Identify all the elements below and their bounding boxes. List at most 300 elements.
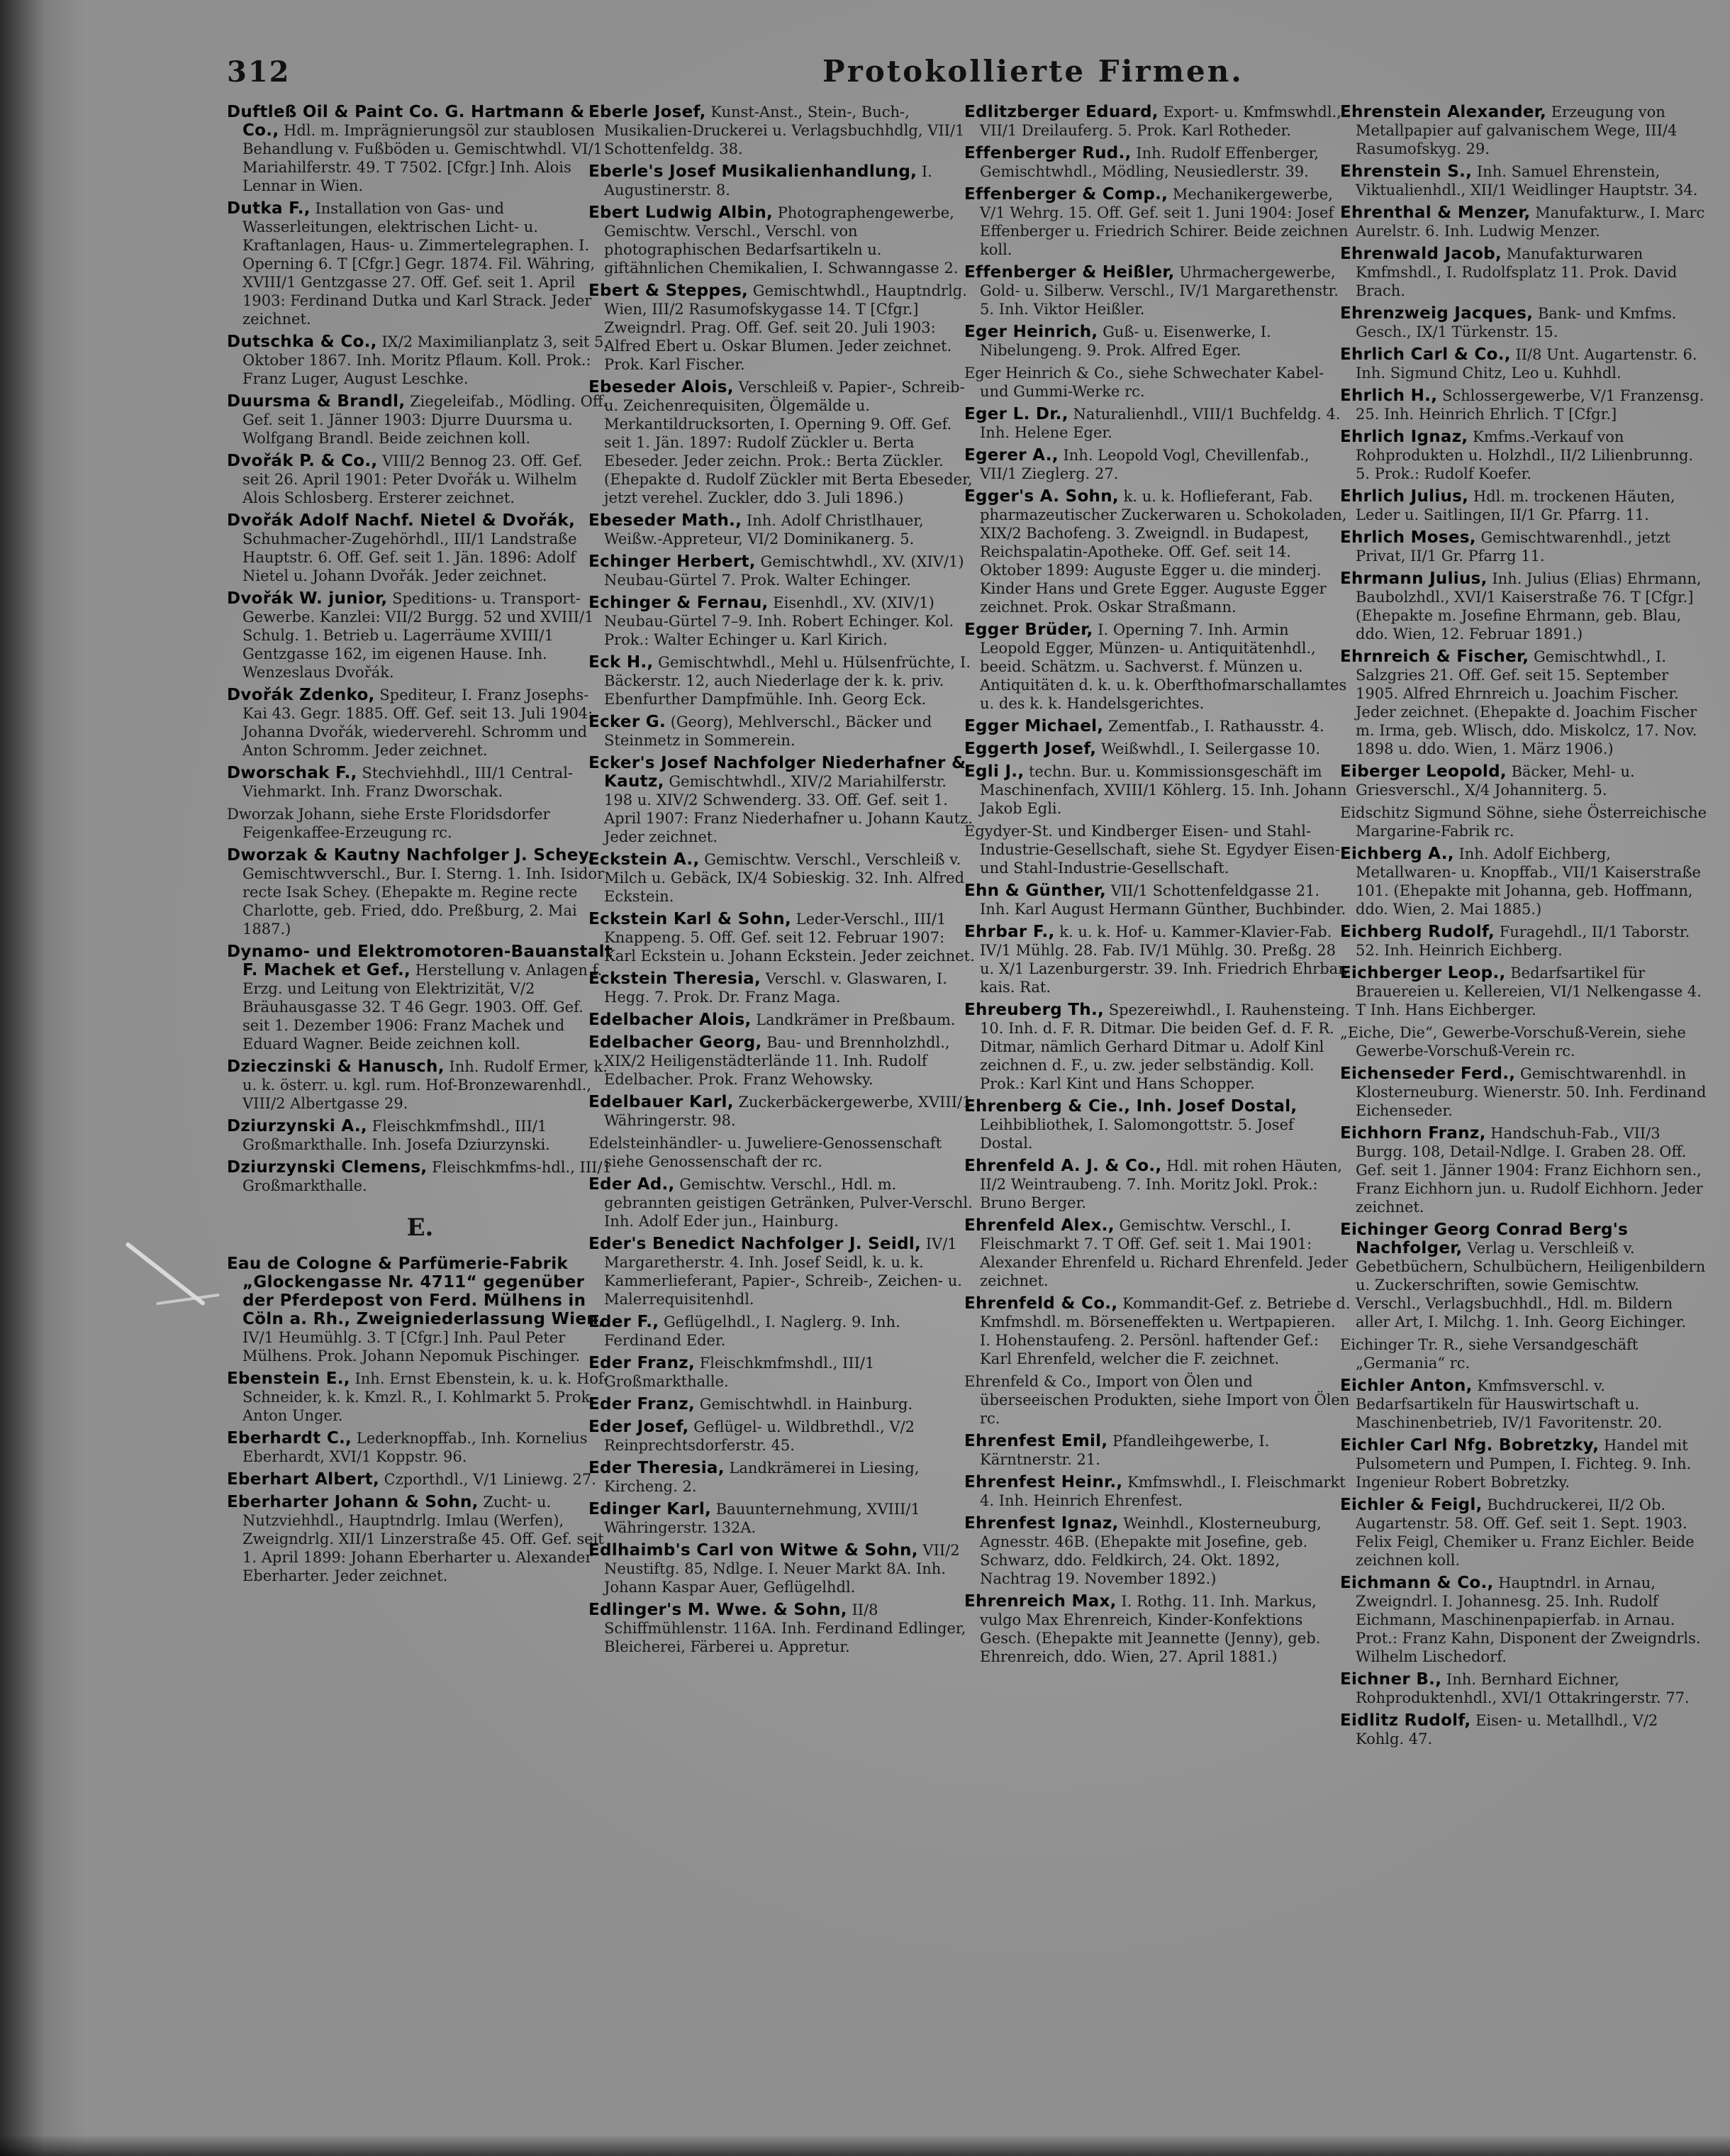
firm-name: Eberhardt C.,: [227, 1429, 352, 1447]
firm-name: Eidlitz Rudolf,: [1340, 1711, 1471, 1730]
directory-entry: [588, 378, 975, 507]
directory-entry: [588, 850, 975, 906]
firm-name: Ehrenfeld A. J. & Co.,: [964, 1157, 1162, 1175]
directory-entry: [964, 1473, 1351, 1510]
directory-entry: [227, 805, 613, 842]
firm-details: II/8 Unt. Augartenstr. 6. Inh. Sigmund Chitz, Leo u. Kuhhdl.: [1356, 346, 1697, 382]
directory-entry: [227, 452, 613, 507]
firm-details: Landkrämer in Preßbaum.: [756, 1011, 956, 1028]
scan-scratch-mark: [156, 1294, 220, 1305]
directory-entry: [1340, 762, 1709, 799]
firm-details: Manufakturw., I. Marc Aurelstr. 6. Inh. Ludwig Menzer.: [1356, 204, 1705, 240]
firm-name: Ehrbar F.,: [964, 923, 1055, 941]
firm-details: Gemischtwverschl., Bur. I. Sterng. 1. Inh. Isidor recte Isak Schey. (Ehepakte m. Regine recte Charlotte, geb. Fried, ddo. Preßburg, 2. Mai 1887.): [242, 865, 605, 938]
firm-name: Eder Franz,: [588, 1354, 696, 1372]
firm-details: Gemischtwarenhdl. in Klosterneuburg. Wienerstr. 50. Inh. Ferdinand Eichenseder.: [1356, 1065, 1707, 1119]
directory-entry: [964, 822, 1351, 877]
firm-details: I. Augustinerstr. 8.: [604, 163, 932, 199]
directory-entry: [227, 846, 613, 938]
firm-name: Eichner B.,: [1340, 1670, 1442, 1689]
firm-details: „Eiche, Die“, Gewerbe-Vorschuß-Verein, siehe Gewerbe-Vorschuß-Verein rc.: [1340, 1024, 1686, 1060]
firm-details: Eichinger Tr. R., siehe Versandgeschäft „Germania“ rc.: [1340, 1336, 1639, 1372]
directory-column-2: [588, 103, 975, 2131]
firm-name: Ecker G.: [588, 713, 666, 731]
firm-details: Kunst-Anst., Stein-, Buch-, Musikalien-Druckerei u. Verlagsbuchhdlg, VII/1 Schottenfeldg. 38.: [604, 104, 965, 157]
directory-entry: [964, 621, 1351, 713]
directory-entry: [588, 1500, 975, 1537]
firm-name: Eberhart Albert,: [227, 1470, 379, 1489]
firm-details: Kommandit-Gef. z. Betriebe d. Kmfmshdl. m. Börseneffekten u. Wertpapieren. I. Hohenstaufeng. 2. Persönl. haftender Gef.: Karl Ehrenfeld, welcher die F. zeichnet.: [980, 1295, 1351, 1367]
firm-details: Guß- u. Eisenwerke, I. Nibelungeng. 9. Prok. Alfred Eger.: [980, 323, 1271, 359]
firm-details: IV/1 Margaretherstr. 4. Inh. Josef Seidl, k. u. k. Kammerlieferant, Papier-, Schreib-, Zeichen- u. Malerrequisitenhdl.: [604, 1235, 962, 1308]
firm-name: Eger Heinrich,: [964, 323, 1098, 341]
directory-entry: [588, 1354, 975, 1391]
firm-name: Ehrmann Julius,: [1340, 569, 1488, 588]
page-bottom-shadow: [0, 2135, 1730, 2156]
firm-details: Hdl. m. Imprägnierungsöl zur staublosen Behandlung v. Fußböden u. Gemischtwhdl. VI/1 Mariahilferstr. 49. T 7502. [Cfgr.] Inh. Alois Lennar in Wien.: [242, 122, 603, 194]
firm-name: Eau de Cologne & Parfümerie-Fabrik „Glockengasse Nr. 4711“ gegenüber der Pferdepost von Ferd. Mülhens in Cöln a. Rh., Zweigniederlassung Wien,: [227, 1255, 605, 1328]
firm-details: Erzeugung von Metallpapier auf galvanischem Wege, III/4 Rasumofskyg. 29.: [1356, 104, 1678, 157]
firm-name: Duftleß Oil & Paint Co. G. Hartmann & Co.,: [227, 103, 585, 140]
page-title: Protokollierte Firmen.: [822, 54, 1244, 89]
directory-entry: [588, 1313, 975, 1350]
directory-entry: [227, 1429, 613, 1466]
firm-details: Gemischtwhdl. in Hainburg.: [699, 1396, 913, 1413]
directory-entry: [227, 392, 613, 448]
directory-entry: [964, 1097, 1351, 1152]
directory-entry: [588, 282, 975, 374]
firm-name: Ehreuberg Th.,: [964, 1001, 1105, 1019]
firm-details: Eger Heinrich & Co., siehe Schwechater Kabel- und Gummi-Werke rc.: [964, 365, 1324, 400]
firm-details: VIII/2 Bennog 23. Off. Gef. seit 26. April 1901: Peter Dvořák u. Wilhelm Alois Schlosberg. Ersterer zeichnet.: [242, 452, 583, 506]
firm-name: Duursma & Brandl,: [227, 392, 406, 411]
directory-entry: [227, 1117, 613, 1154]
firm-details: VII/1 Schottenfeldgasse 21. Inh. Karl August Hermann Günther, Buchbinder.: [980, 882, 1346, 918]
firm-details: Photographengewerbe, Gemischtw. Verschl., Verschl. von photographischen Bedarfsartikeln u. giftähnlichen Chemikalien, I. Schwanngasse 2.: [604, 204, 959, 277]
firm-name: Eichler & Feigl,: [1340, 1496, 1483, 1514]
firm-name: Eichmann & Co.,: [1340, 1574, 1494, 1592]
firm-name: Ehrnreich & Fischer,: [1340, 648, 1529, 666]
firm-details: VII/2 Neustiftg. 85, Ndlge. I. Neuer Markt 8A. Inh. Johann Kaspar Auer, Geflügelhdl.: [604, 1542, 960, 1596]
directory-entry: [588, 1459, 975, 1496]
directory-entry: [964, 103, 1351, 140]
page-header: [227, 50, 1244, 99]
directory-entry: [1340, 1124, 1709, 1216]
firm-name: Ehrenfeld Alex.,: [964, 1216, 1115, 1235]
directory-entry: [588, 1601, 975, 1656]
directory-entry: [1340, 1711, 1709, 1748]
directory-entry: [964, 1157, 1351, 1212]
directory-entry: [964, 144, 1351, 181]
firm-details: Bäcker, Mehl- u. Griesverschl., X/4 Johanniterg. 5.: [1356, 763, 1635, 799]
firm-details: Inh. Julius (Elias) Ehrmann, Baubolzhdl., XVI/1 Kaiserstraße 76. T [Cfgr.] (Ehepakte m. Josefine Ehrmann, geb. Blau, ddo. Wien, 12. Februar 1891.): [1356, 570, 1702, 643]
directory-entry: [588, 162, 975, 199]
firm-name: Ebeseder Math.,: [588, 511, 742, 530]
firm-name: Ehrenstein S.,: [1340, 162, 1473, 181]
firm-details: Bauunternehmung, XVIII/1 Währingerstr. 132A.: [604, 1501, 920, 1536]
directory-entry: [227, 1158, 613, 1195]
directory-entry: [227, 103, 613, 195]
firm-details: Verschl. v. Glaswaren, I. Hegg. 7. Prok. Dr. Franz Maga.: [604, 970, 947, 1006]
directory-entry: [964, 185, 1351, 259]
directory-entry: [1340, 1377, 1709, 1432]
firm-name: Ehrenwald Jacob,: [1340, 245, 1502, 263]
firm-details: Leihbibliothek, I. Salomongottstr. 5. Josef Dostal.: [980, 1116, 1294, 1152]
firm-name: Ecker's Josef Nachfolger Niederhafner & Kautz,: [588, 754, 966, 791]
firm-details: Fleischkmfmshdl., III/1 Großmarkthalle.: [604, 1355, 875, 1390]
firm-details: Kmfmswhdl., I. Fleischmarkt 4. Inh. Heinrich Ehrenfest.: [980, 1474, 1346, 1509]
firm-name: Echinger Herbert,: [588, 552, 756, 571]
firm-name: Egger Brüder,: [964, 621, 1093, 639]
directory-entry: [1340, 1335, 1709, 1372]
firm-name: Ehrlich Moses,: [1340, 528, 1476, 547]
firm-name: Effenberger & Comp.,: [964, 185, 1168, 204]
directory-column-3: [964, 103, 1351, 2131]
firm-name: Eichhorn Franz,: [1340, 1124, 1486, 1143]
firm-details: Furagehdl., II/1 Taborstr. 52. Inh. Heinrich Eichberg.: [1356, 923, 1690, 959]
directory-entry: [1340, 1065, 1709, 1120]
directory-entry: [227, 943, 613, 1053]
firm-name: Ehrenstein Alexander,: [1340, 103, 1547, 121]
firm-name: Dvořák Adolf Nachf. Nietel & Dvořák,: [227, 511, 576, 530]
directory-entry: [964, 1216, 1351, 1290]
directory-entry: [964, 740, 1351, 758]
firm-details: Buchdruckerei, II/2 Ob. Augartenstr. 58. Off. Gef. seit 1. Sept. 1903. Felix Feigl, Chemiker u. Franz Eichler. Beide zeichnen koll.: [1356, 1496, 1695, 1569]
firm-details: Gemischtw. Verschl., Hdl. m. gebrannten geistigen Getränken, Pulver-Verschl. Inh. Adolf Eder jun., Hainburg.: [604, 1176, 973, 1230]
directory-entry: [1340, 162, 1709, 199]
firm-details: Handel mit Pulsometern und Pumpen, I. Fichteg. 9. Inh. Ingenieur Robert Bobretzky.: [1356, 1437, 1692, 1491]
firm-details: Gemischtwhdl., Hauptndrlg. Wien, III/2 Rasumofskygasse 14. T [Cfgr.] Zweigndrl. Prag. Off. Gef. seit 20. Juli 1903: Alfred Ebert u. Oskar Blumen. Jeder zeichnet. Prok. Karl Fischer.: [604, 282, 967, 373]
directory-entry: [1340, 487, 1709, 524]
directory-entry: [227, 1493, 613, 1585]
firm-details: Leder-Verschl., III/1 Knappeng. 5. Off. Gef. seit 12. Februar 1907: Karl Eckstein u. Johann Eckstein. Jeder zeichnet.: [604, 911, 975, 965]
directory-entry: [964, 487, 1351, 616]
firm-details: Export- u. Kmfmswhdl., VII/1 Dreilauferg. 5. Prok. Karl Rotheder.: [980, 104, 1341, 139]
firm-name: Dynamo- und Elektromotoren-Bauanstalt F. Machek et Gef.,: [227, 943, 613, 979]
directory-entry: [227, 1369, 613, 1425]
directory-entry: [964, 1592, 1351, 1666]
firm-name: Ehrlich Julius,: [1340, 487, 1469, 506]
directory-entry: [227, 511, 613, 585]
firm-name: Ebert Ludwig Albin,: [588, 204, 774, 222]
firm-details: Gemischtwarenhdl., jetzt Privat, II/1 Gr. Pfarrg 11.: [1356, 529, 1670, 565]
firm-details: Kmfms.-Verkauf von Rohprodukten u. Holzhdl., II/2 Lilienbrunng. 5. Prok.: Rudolf Koefer.: [1356, 428, 1694, 482]
directory-entry: [1340, 103, 1709, 158]
directory-entry: [588, 1175, 975, 1230]
firm-details: k. u. k. Hof- u. Kammer-Klavier-Fab. IV/1 Mühlg. 28. Fab. IV/1 Mühlg. 30. Preßg. 28 u. X/1 Lazenburgerstr. 39. Inh. Friedrich Ehrbar, kais. Rat.: [980, 923, 1349, 996]
directory-entry: [588, 1011, 975, 1029]
directory-entry: [964, 323, 1351, 360]
firm-name: Eichberger Leop.,: [1340, 964, 1506, 982]
firm-details: Gemischtwhdl., Mehl u. Hülsenfrüchte, I. Bäckerstr. 12, auch Niederlage der k. k. priv. Ebenfurther Dampfmühle. Inh. Georg Eck.: [604, 654, 971, 708]
directory-entry: [1340, 304, 1709, 341]
firm-name: Ehrenfest Ignaz,: [964, 1514, 1119, 1533]
directory-entry: [964, 446, 1351, 483]
firm-details: Eidschitz Sigmund Söhne, siehe Österreichische Margarine-Fabrik rc.: [1340, 804, 1707, 840]
directory-entry: [1340, 204, 1709, 240]
firm-name: Dzieczinski & Hanusch,: [227, 1057, 445, 1076]
firm-details: Landkrämerei in Liesing, Kircheng. 2.: [604, 1460, 920, 1495]
firm-details: Gemischtwhdl., I. Salzgries 21. Off. Gef. seit 15. September 1905. Alfred Ehrnreich u. Joachim Fischer. Jeder zeichnet. (Ehepakte d. Joachim Fischer m. Irma, geb. Wlisch, ddo. Miskolcz, 17. Nov. 1898 u. ddo. Wien, 1. März 1906.): [1356, 648, 1697, 757]
directory-entry: [964, 1001, 1351, 1093]
firm-details: Gemischtwhdl., XIV/2 Mariahilferstr. 198 u. XIV/2 Schwenderg. 33. Off. Gef. seit 1. April 1907: Franz Niederhafner u. Johann Kautz. Jeder zeichnet.: [604, 773, 973, 845]
firm-name: Ebenstein E.,: [227, 1369, 350, 1388]
directory-entry: [1340, 245, 1709, 300]
firm-details: (Georg), Mehlverschl., Bäcker und Steinmetz in Sommerein.: [604, 713, 932, 749]
firm-details: Spezereiwhdl., I. Rauhensteing. 10. Inh. d. F. R. Ditmar. Die beiden Gef. d. F. R. Ditmar, nämlich Gerhard Ditmar u. Adolf Kinl zeichnen d. F., u. zw. jeder selbständig. Koll. Prok.: Karl Kint und Hans Schopper.: [980, 1001, 1350, 1092]
directory-entry: [1340, 345, 1709, 382]
firm-details: Hdl. m. trockenen Häuten, Leder u. Saitlingen, II/1 Gr. Pfarrg. 11.: [1356, 488, 1675, 523]
firm-details: Handschuh-Fab., VII/3 Burgg. 108, Detail-Ndlge. I. Graben 28. Off. Gef. seit 1. Jänner 1904: Franz Eichhorn sen., Franz Eichhorn jun. u. Rudolf Eichhorn. Jeder zeichnet.: [1356, 1125, 1703, 1216]
firm-details: Gemischtw. Verschl., I. Fleischmarkt 7. T Off. Gef. seit 1. Mai 1901: Alexander Ehrenfeld u. Richard Ehrenfeld. Jeder zeichnet.: [980, 1217, 1349, 1289]
firm-details: Inh. Samuel Ehrenstein, Viktualienhdl., XII/1 Weidlinger Hauptstr. 34.: [1356, 163, 1698, 199]
firm-name: Effenberger Rud.,: [964, 144, 1132, 162]
firm-details: Fleischkmfmshdl., III/1 Großmarkthalle. Inh. Josefa Dziurzynski.: [242, 1118, 550, 1153]
firm-details: Installation von Gas- und Wasserleitungen, elektrischen Licht- u. Kraftanlagen, Haus- u. Zimmertelegraphen. I. Operning 6. T [Cfgr.] Gegr. 1874. Fil. Währing, XVIII/1 Gentzgasse 27. Off. Gef. seit 1. April 1903: Ferdinand Dutka und Karl Strack. Jeder zeichnet.: [242, 200, 596, 328]
directory-entry: [964, 762, 1351, 818]
firm-name: Eckstein Karl & Sohn,: [588, 910, 791, 928]
firm-details: IV/1 Heumühlg. 3. T [Cfgr.] Inh. Paul Peter Mülhens. Prok. Johann Nepomuk Pischinger.: [242, 1329, 581, 1365]
firm-details: Lederknopffab., Inh. Kornelius Eberhardt, XVI/1 Koppstr. 96.: [242, 1430, 588, 1465]
directory-entry: [964, 882, 1351, 918]
directory-entry: [227, 589, 613, 682]
directory-entry: [1340, 387, 1709, 423]
firm-details: Egydyer-St. und Kindberger Eisen- und Stahl-Industrie-Gesellschaft, siehe St. Egydyer Eisen- und Stahl-Industrie-Gesellschaft.: [964, 823, 1340, 877]
firm-name: Eberle's Josef Musikalienhandlung,: [588, 162, 917, 181]
directory-column-1: [227, 103, 613, 2131]
firm-name: Ehrenzweig Jacques,: [1340, 304, 1534, 323]
directory-entry: [588, 713, 975, 750]
firm-details: Bedarfsartikel für Brauereien u. Kellereien, VI/1 Nelkengasse 4. T Inh. Hans Eichberger.: [1356, 965, 1702, 1018]
directory-entry: [588, 511, 975, 548]
firm-name: Ehrenfeld & Co.,: [964, 1294, 1118, 1313]
directory-entry: [1340, 569, 1709, 643]
firm-details: Kmfmsverschl. v. Bedarfsartikeln für Hauswirtschaft u. Maschinenbetrieb, IV/1 Favoritenstr. 20.: [1356, 1377, 1663, 1431]
firm-details: Edelsteinhändler- u. Juweliere-Genossenschaft siehe Genossenschaft der rc.: [588, 1135, 942, 1170]
directory-entry: [588, 653, 975, 709]
firm-details: Schuhmacher-Zugehörhdl., III/1 Landstraße Hauptstr. 6. Off. Gef. seit 1. Jän. 1896: Adolf Nietel u. Johann Dvořák. Jeder zeichnet.: [242, 530, 577, 584]
directory-entry: [1340, 1023, 1709, 1060]
firm-name: Eder Ad.,: [588, 1175, 675, 1194]
directory-entry: [588, 910, 975, 965]
firm-details: Inh. Ernst Ebenstein, k. u. k. Hof-Schneider, k. k. Kmzl. R., I. Kohlmarkt 5. Prok. Anton Unger.: [242, 1370, 609, 1424]
firm-name: Eichinger Georg Conrad Berg's Nachfolger,: [1340, 1221, 1629, 1257]
firm-name: Dvořák P. & Co.,: [227, 452, 378, 470]
firm-details: II/8 Schiffmühlenstr. 116A. Inh. Ferdinand Edlinger, Bleicherei, Färberei u. Appretur.: [604, 1601, 966, 1655]
firm-details: I. Operning 7. Inh. Armin Leopold Egger, Münzen- u. Antiquitätenhdl., beeid. Schätzm. u. Sachverst. f. Münzen u. Antiquitäten d. k. u. k. Oberfthofmarschallamtes u. des k. k. Handelsgerichtes.: [980, 621, 1347, 712]
directory-entry: [964, 364, 1351, 401]
firm-name: Edelbauer Karl,: [588, 1093, 734, 1111]
firm-name: Egli J.,: [964, 762, 1025, 781]
firm-name: Ehn & Günther,: [964, 882, 1107, 900]
firm-name: Dziurzynski Clemens,: [227, 1158, 428, 1177]
firm-details: Czporthdl., V/1 Liniewg. 27.: [384, 1471, 596, 1488]
firm-details: I. Rothg. 11. Inh. Markus, vulgo Max Ehrenreich, Kinder-Konfektions Gesch. (Ehepakte mit Jeannette (Jenny), geb. Ehrenreich, ddo. Wien, 27. April 1881.): [980, 1593, 1321, 1665]
firm-name: Ehrenreich Max,: [964, 1592, 1117, 1611]
directory-entry: [588, 552, 975, 589]
firm-details: Dworzak Johann, siehe Erste Floridsdorfer Feigenkaffee-Erzeugung rc.: [227, 806, 550, 841]
firm-details: Mechanikergewerbe, V/1 Wehrg. 15. Off. Gef. seit 1. Juni 1904: Josef Effenberger u. Friedrich Schirer. Beide zeichnen koll.: [980, 186, 1349, 258]
firm-name: Ehrenfest Emil,: [964, 1432, 1108, 1450]
firm-details: Naturalienhdl., VIII/1 Buchfeldg. 4. Inh. Helene Eger.: [980, 406, 1341, 441]
firm-name: Eichler Carl Nfg. Bobretzky,: [1340, 1436, 1600, 1455]
firm-name: Eder Franz,: [588, 1395, 696, 1413]
firm-name: Eder Theresia,: [588, 1459, 725, 1477]
firm-details: Inh. Adolf Eichberg, Metallwaren- u. Knopffab., VII/1 Kaiserstraße 101. (Ehepakte mit Johanna, geb. Hoffmann, ddo. Wien, 2. Mai 1885.): [1356, 845, 1701, 918]
directory-entry: [588, 204, 975, 277]
firm-name: Eberle Josef,: [588, 103, 706, 121]
firm-details: Pfandleihgewerbe, I. Kärntnerstr. 21.: [980, 1433, 1270, 1468]
directory-entry: [588, 1541, 975, 1596]
firm-name: Egerer A.,: [964, 446, 1059, 465]
firm-details: techn. Bur. u. Kommissionsgeschäft im Maschinenfach, XVIII/1 Köhlerg. 15. Inh. Johann Jakob Egli.: [980, 763, 1347, 817]
firm-name: Dworzak & Kautny Nachfolger J. Schey,: [227, 846, 595, 865]
directory-entry: [964, 1432, 1351, 1469]
firm-details: Verlag u. Verschleiß v. Gebetbüchern, Schulbüchern, Heiligenbildern u. Zuckerschriften, sowie Gemischtw. Verschl., Verlagsbuchhdl., Hdl. m. Bildern aller Art, I. Milchg. 1. Inh. Georg Eichinger.: [1356, 1240, 1706, 1330]
firm-name: Eichberg Rudolf,: [1340, 923, 1495, 941]
directory-entry: [1340, 1496, 1709, 1569]
firm-details: Geflügelhdl., I. Naglerg. 9. Inh. Ferdinand Eder.: [604, 1313, 900, 1349]
firm-details: Eisenhdl., XV. (XIV/1) Neubau-Gürtel 7–9. Inh. Robert Echinger. Kol. Prok.: Walter Echinger u. Karl Kirich.: [604, 594, 954, 648]
directory-entry: [588, 103, 975, 158]
directory-entry: [227, 686, 613, 760]
firm-details: Inh. Rudolf Ermer, k. u. k. österr. u. kgl. rum. Hof-Bronzewarenhdl., VIII/2 Albertgasse 29.: [242, 1058, 608, 1112]
firm-name: Echinger & Fernau,: [588, 594, 769, 612]
firm-name: Dziurzynski A.,: [227, 1117, 367, 1135]
directory-entry: [588, 1033, 975, 1089]
firm-name: Eck H.,: [588, 653, 654, 672]
directory-entry: [1340, 1670, 1709, 1707]
firm-name: Eckstein Theresia,: [588, 969, 761, 988]
firm-details: Ziegeleifab., Mödling. Off. Gef. seit 1. Jänner 1903: Djurre Duursma u. Wolfgang Brandl. Beide zeichnen koll.: [242, 393, 608, 447]
directory-entry: [1340, 964, 1709, 1019]
firm-name: Ebeseder Alois,: [588, 378, 734, 396]
firm-details: Verschleiß v. Papier-, Schreib- u. Zeichenrequisiten, Ölgemälde u. Merkantildrucksorten, I. Operning 9. Off. Gef. seit 1. Jän. 1897: Rudolf Zückler u. Berta Ebeseder. Jeder zeichn. Prok.: Berta Zückler. (Ehepakte d. Rudolf Zückler mit Berta Ebeseder, jetzt verehel. Zuckler, ddo 3. Juli 1896.): [604, 379, 973, 506]
directory-entry: [588, 1235, 975, 1308]
directory-entry: [588, 1134, 975, 1171]
firm-name: Eder F.,: [588, 1313, 659, 1331]
directory-column-4: [1340, 103, 1709, 2131]
firm-details: IX/2 Maximilianplatz 3, seit 5. Oktober 1867. Inh. Moritz Pflaum. Koll. Prok.: Franz Luger, August Leschke.: [242, 333, 609, 387]
directory-entry: [964, 1294, 1351, 1368]
firm-details: Hauptndrl. in Arnau, Zweigndrl. I. Johannesg. 25. Inh. Rudolf Eichmann, Maschinenpapierfab. in Arnau. Prot.: Franz Kahn, Disponent der Zweigndrls. Wilhelm Lischedorf.: [1356, 1574, 1701, 1665]
firm-name: Ehrenberg & Cie., Inh. Josef Dostal,: [964, 1097, 1298, 1116]
firm-name: Edlhaimb's Carl von Witwe & Sohn,: [588, 1541, 918, 1560]
directory-entry: [964, 923, 1351, 996]
directory-entry: [227, 1255, 613, 1365]
firm-name: Edelbacher Georg,: [588, 1033, 762, 1052]
firm-name: Eiberger Leopold,: [1340, 762, 1507, 781]
firm-name: Egger's A. Sohn,: [964, 487, 1119, 506]
firm-details: Inh. Rudolf Effenberger, Gemischtwhdl., Mödling, Neusiedlerstr. 39.: [980, 145, 1319, 180]
firm-details: Inh. Bernhard Eichner, Rohproduktenhdl., XVI/1 Ottakringerstr. 77.: [1356, 1671, 1690, 1706]
firm-name: Eger L. Dr.,: [964, 405, 1068, 423]
directory-entry: [1340, 1221, 1709, 1331]
directory-entry: [964, 263, 1351, 318]
firm-name: Ehrenthal & Menzer,: [1340, 204, 1531, 222]
directory-entry: [227, 764, 613, 801]
firm-name: Egger Michael,: [964, 717, 1104, 735]
firm-name: Edlitzberger Eduard,: [964, 103, 1159, 121]
firm-name: Ehrlich H.,: [1340, 387, 1438, 405]
firm-details: Manufakturwaren Kmfmshdl., I. Rudolfsplatz 11. Prok. David Brach.: [1356, 245, 1678, 299]
firm-name: Ehrlich Carl & Co.,: [1340, 345, 1511, 364]
directory-entry: [1340, 923, 1709, 960]
firm-name: Eder's Benedict Nachfolger J. Seidl,: [588, 1235, 922, 1253]
directory-entry: [227, 199, 613, 328]
firm-name: Effenberger & Heißler,: [964, 263, 1175, 282]
firm-name: Dworschak F.,: [227, 764, 357, 782]
firm-details: Zementfab., I. Rathausstr. 4.: [1108, 718, 1324, 735]
firm-name: Ehrlich Ignaz,: [1340, 428, 1468, 446]
firm-details: Spediteur, I. Franz Josephs-Kai 43. Gegr. 1885. Off. Gef. seit 13. Juli 1904: Johanna Dvořák, wiederverehl. Schromm und Anton Schromm. Jeder zeichnet.: [242, 687, 593, 759]
firm-name: Eggerth Josef,: [964, 740, 1097, 758]
firm-name: Eichberg A.,: [1340, 845, 1454, 863]
directory-entry: [588, 754, 975, 846]
section-heading: E.: [406, 1213, 434, 1242]
firm-details: Weinhdl., Klosterneuburg, Agnesstr. 46B. (Ehepakte mit Josefine, geb. Schwarz, ddo. Feldkirch, 24. Okt. 1892, Nachtrag 19. November 1892.): [980, 1515, 1322, 1587]
directory-entry: [1340, 428, 1709, 483]
firm-name: Dutka F.,: [227, 199, 311, 218]
firm-name: Eichler Anton,: [1340, 1377, 1473, 1395]
firm-details: Gemischtw. Verschl., Verschleiß v. Milch u. Gebäck, IX/4 Sobieskig. 32. Inh. Alfred Eckstein.: [604, 851, 965, 905]
firm-name: Dvořák Zdenko,: [227, 686, 375, 704]
book-spine-shadow: [0, 0, 43, 2156]
directory-entry: [964, 405, 1351, 442]
firm-name: Eberharter Johann & Sohn,: [227, 1493, 479, 1511]
firm-details: Zuckerbäckergewerbe, XVIII/1 Währingerstr. 98.: [604, 1094, 972, 1129]
directory-entry: [1340, 1436, 1709, 1491]
directory-entry: [227, 333, 613, 388]
directory-entry: [588, 1418, 975, 1455]
firm-details: Inh. Adolf Christlhauer, Weißw.-Appreteur, VI/2 Dominikanerg. 5.: [604, 512, 924, 548]
directory-entry: [1340, 1574, 1709, 1666]
firm-details: Herstellung v. Anlagen f. Erzg. und Leitung von Elektrizität, V/2 Bräuhausgasse 32. T 46 Gegr. 1903. Off. Gef. seit 1. Dezember 1906: Franz Machek und Eduard Wagner. Beide zeichnen koll.: [242, 962, 603, 1052]
directory-entry: [588, 1395, 975, 1413]
directory-entry: [227, 1057, 613, 1113]
firm-details: Schlossergewerbe, V/1 Franzensg. 25. Inh. Heinrich Ehrlich. T [Cfgr.]: [1356, 387, 1704, 423]
firm-name: Eckstein A.,: [588, 850, 700, 869]
firm-details: Stechviehhdl., III/1 Central-Viehmarkt. Inh. Franz Dworschak.: [242, 765, 574, 800]
firm-name: Ehrenfest Heinr.,: [964, 1473, 1123, 1491]
directory-entry: [588, 594, 975, 649]
page-number: 312: [227, 55, 291, 89]
directory-entry: [964, 1514, 1351, 1588]
firm-details: Ehrenfeld & Co., Import von Ölen und überseeischen Produkten, siehe Import von Ölen rc.: [964, 1373, 1350, 1427]
directory-entry: [964, 1372, 1351, 1428]
firm-details: Hdl. mit rohen Häuten, II/2 Weintraubeng. 7. Inh. Moritz Jokl. Prok.: Bruno Berger.: [980, 1157, 1342, 1211]
directory-entry: [1340, 528, 1709, 565]
directory-entry: [227, 1470, 613, 1489]
firm-name: Dvořák W. junior,: [227, 589, 388, 608]
directory-entry: [964, 717, 1351, 735]
firm-details: Weißwhdl., I. Seilergasse 10.: [1100, 740, 1321, 757]
firm-details: Bau- und Brennholzhdl., XIX/2 Heiligenstädterlände 11. Inh. Rudolf Edelbacher. Prok. Franz Wehowsky.: [604, 1034, 950, 1088]
firm-details: Geflügel- u. Wildbrethdl., V/2 Reinprechtsdorferstr. 45.: [604, 1418, 915, 1454]
firm-name: Eichenseder Ferd.,: [1340, 1065, 1516, 1083]
directory-entry: [588, 969, 975, 1006]
directory-entry: [588, 1093, 975, 1130]
firm-details: Speditions- u. Transport-Gewerbe. Kanzlei: VII/2 Burgg. 52 und XVIII/1 Schulg. 1. Betrieb u. Lagerräume XVIII/1 Gentzgasse 162, im eigenen Hause. Inh. Wenzeslaus Dvořák.: [242, 590, 594, 681]
firm-name: Edlinger's M. Wwe. & Sohn,: [588, 1601, 847, 1619]
firm-details: Uhrmachergewerbe, Gold- u. Silberw. Verschl., IV/1 Margarethenstr. 5. Inh. Viktor Heißler.: [980, 264, 1339, 318]
firm-name: Ebert & Steppes,: [588, 282, 749, 300]
firm-details: Bank- und Kmfms. Gesch., IX/1 Türkenstr. 15.: [1356, 305, 1677, 340]
directory-entry: [1340, 648, 1709, 758]
firm-name: Edelbacher Alois,: [588, 1011, 752, 1029]
firm-details: Zucht- u. Nutzviehhdl., Hauptndrlg. Imlau (Werfen), Zweigndrlg. XII/1 Linzerstraße 45. Off. Gef. seit 1. April 1899: Johann Eberharter u. Alexander Eberharter. Jeder zeichnet.: [242, 1494, 604, 1584]
firm-details: Gemischtwhdl., XV. (XIV/1) Neubau-Gürtel 7. Prok. Walter Echinger.: [604, 553, 964, 589]
